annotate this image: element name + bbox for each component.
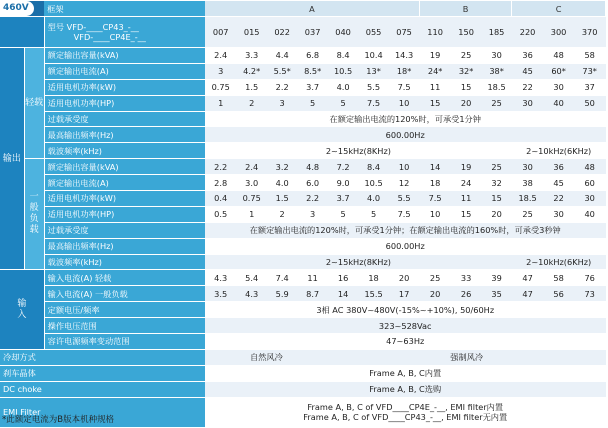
value-cell: 24 — [451, 175, 481, 191]
row-label: 冷却方式 — [0, 349, 205, 365]
row-label: 适用电机功率(HP) — [44, 95, 205, 111]
value-cell: 25 — [512, 206, 544, 222]
value-cell: 16 — [328, 270, 358, 286]
value-cell: 39 — [481, 270, 511, 286]
value-cell: 19 — [419, 48, 451, 64]
value-cell: 2.2 — [267, 79, 297, 95]
value-cell: 强制风冷 — [328, 349, 606, 365]
row-label: 额定输出电流(A) — [44, 63, 205, 79]
value-cell: 48 — [574, 159, 606, 175]
value-cell: 5 — [358, 206, 388, 222]
row-label: 额定输出容量(kVA) — [44, 159, 205, 175]
model-cell: 150 — [451, 17, 481, 48]
value-cell: 8.4 — [328, 48, 358, 64]
value-cell: 48 — [543, 48, 573, 64]
value-cell: 3.7 — [297, 79, 327, 95]
frame-group-c: C — [512, 1, 606, 17]
value-cell: 18.5 — [512, 191, 544, 207]
value-cell: 9.0 — [328, 175, 358, 191]
value-cell: 3 — [205, 63, 237, 79]
light-duty-group — [24, 48, 44, 159]
value-cell: 5.5 — [358, 79, 388, 95]
model-cell: 370 — [574, 17, 606, 48]
value-cell: Frame A, B, C内置 — [205, 365, 606, 381]
model-label-line2: VFD-____CP4E_-__ — [73, 32, 146, 42]
value-cell: 1.5 — [267, 191, 297, 207]
emi-line1: Frame A, B, C of VFD____CP4E_-__, EMI filter内置 — [307, 402, 504, 413]
value-cell: 3.5 — [205, 286, 237, 302]
value-cell: 58 — [543, 270, 573, 286]
value-cell: 7.2 — [328, 159, 358, 175]
row-label: 最高输出频率(Hz) — [44, 127, 205, 143]
model-cell: 022 — [267, 17, 297, 48]
model-cell: 040 — [328, 17, 358, 48]
value-cell: 20 — [451, 95, 481, 111]
emi-value-cell — [205, 397, 606, 427]
value-cell: 2~15kHz(8KHz) — [205, 254, 512, 270]
value-cell: 38* — [481, 63, 511, 79]
value-cell: 0.4 — [205, 191, 237, 207]
value-cell: 1 — [205, 95, 237, 111]
value-cell: 11 — [451, 191, 481, 207]
value-cell: 10.5 — [328, 63, 358, 79]
value-cell: 47 — [512, 270, 544, 286]
value-cell: 37 — [574, 79, 606, 95]
value-cell: 4.0 — [358, 191, 388, 207]
value-cell: 40 — [543, 95, 573, 111]
value-cell: 15 — [419, 95, 451, 111]
value-cell: 50 — [574, 95, 606, 111]
value-cell: 在额定输出电流的120%时，可承受1分钟 — [205, 111, 606, 127]
value-cell: 36 — [512, 48, 544, 64]
value-cell: 38 — [512, 175, 544, 191]
emi-line2: Frame A, B, C of VFD____CP43_-__, EMI filter无内置 — [303, 412, 508, 423]
model-cell: 007 — [205, 17, 237, 48]
value-cell: 45 — [543, 175, 573, 191]
value-cell: 2.2 — [297, 191, 327, 207]
row-label: 定额电压/频率 — [44, 302, 205, 318]
value-cell: 20 — [389, 270, 420, 286]
value-cell: 5 — [328, 206, 358, 222]
value-cell: 12 — [389, 175, 420, 191]
model-label — [44, 17, 205, 48]
value-cell: 60 — [574, 175, 606, 191]
value-cell: Frame A, B, C选购 — [205, 381, 606, 397]
row-label: 载波频率(kHz) — [44, 143, 205, 159]
row-label: 适用电机功率(HP) — [44, 206, 205, 222]
row-label: 输入电流(A) 轻载 — [44, 270, 205, 286]
value-cell: 600.00Hz — [205, 127, 606, 143]
value-cell: 7.5 — [389, 79, 420, 95]
row-label: 刹车晶体 — [0, 365, 205, 381]
model-cell: 220 — [512, 17, 544, 48]
row-label: 操作电压范围 — [44, 318, 205, 334]
value-cell: 14 — [328, 286, 358, 302]
value-cell: 7.5 — [358, 95, 388, 111]
value-cell: 5.4 — [236, 270, 266, 286]
value-cell: 10.4 — [358, 48, 388, 64]
value-cell: 25 — [481, 95, 511, 111]
value-cell: 11 — [297, 270, 327, 286]
value-cell: 自然风冷 — [205, 349, 328, 365]
value-cell: 45 — [512, 63, 544, 79]
value-cell: 73 — [574, 286, 606, 302]
light-duty-label: 轻载 — [25, 98, 44, 109]
row-label: 适用电机功率(kW) — [44, 79, 205, 95]
normal-duty-group — [24, 159, 44, 270]
value-cell: 8.4 — [358, 159, 388, 175]
value-cell: 在额定输出电流的120%时，可承受1分钟；在额定输出电流的160%时，可承受3秒钟 — [205, 222, 606, 238]
value-cell: 4.0 — [267, 175, 297, 191]
value-cell: 6.8 — [297, 48, 327, 64]
row-label: 载波频率(kHz) — [44, 254, 205, 270]
value-cell: 323~528Vac — [205, 318, 606, 334]
value-cell: 19 — [451, 159, 481, 175]
value-cell: 7.5 — [389, 206, 420, 222]
value-cell: 56 — [543, 286, 573, 302]
value-cell: 2.4 — [205, 48, 237, 64]
value-cell: 18.5 — [481, 79, 511, 95]
value-cell: 22 — [543, 191, 573, 207]
value-cell: 25 — [419, 270, 451, 286]
value-cell: 14.3 — [389, 48, 420, 64]
voltage-badge-cell — [0, 1, 44, 17]
value-cell: 5 — [297, 95, 327, 111]
value-cell: 2.4 — [236, 159, 266, 175]
value-cell: 14 — [419, 159, 451, 175]
value-cell: 2 — [267, 206, 297, 222]
value-cell: 2 — [236, 95, 266, 111]
value-cell: 20 — [419, 286, 451, 302]
value-cell: 13* — [358, 63, 388, 79]
row-label: 过载承受度 — [44, 222, 205, 238]
value-cell: 30 — [512, 95, 544, 111]
value-cell: 30 — [543, 79, 573, 95]
value-cell: 3.2 — [267, 159, 297, 175]
value-cell: 4.2* — [236, 63, 266, 79]
value-cell: 8.7 — [297, 286, 327, 302]
value-cell: 25 — [481, 159, 511, 175]
value-cell: 24* — [419, 63, 451, 79]
row-label: EMI Filter — [0, 397, 205, 427]
value-cell: 17 — [389, 286, 420, 302]
normal-duty-label: 一般负载 — [29, 192, 39, 236]
value-cell: 76 — [574, 270, 606, 286]
model-cell: 015 — [236, 17, 266, 48]
model-cell: 300 — [543, 17, 573, 48]
frame-group-b: B — [419, 1, 511, 17]
value-cell: 18* — [389, 63, 420, 79]
row-label: 容许电源频率变动范围 — [44, 334, 205, 350]
row-label: 过载承受度 — [44, 111, 205, 127]
value-cell: 8.5* — [297, 63, 327, 79]
value-cell: 20 — [481, 206, 511, 222]
value-cell: 3 — [267, 95, 297, 111]
value-cell: 30 — [543, 206, 573, 222]
value-cell: 5.5 — [389, 191, 420, 207]
value-cell: 33 — [451, 270, 481, 286]
value-cell: 10 — [389, 159, 420, 175]
output-group-label — [0, 48, 24, 270]
value-cell: 3.0 — [236, 175, 266, 191]
model-cell: 075 — [389, 17, 420, 48]
value-cell: 30 — [512, 159, 544, 175]
value-cell: 15 — [451, 79, 481, 95]
value-cell: 2~10kHz(6KHz) — [512, 254, 606, 270]
footnote: *此额定电流为B版本机种规格 — [2, 415, 115, 425]
value-cell: 4.4 — [267, 48, 297, 64]
value-cell: 30 — [481, 48, 511, 64]
row-label: 额定输出容量(kVA) — [44, 48, 205, 64]
output-label: 输出 — [2, 153, 21, 164]
value-cell: 3.7 — [328, 191, 358, 207]
value-cell: 30 — [574, 191, 606, 207]
value-cell: 5.5* — [267, 63, 297, 79]
value-cell: 32 — [481, 175, 511, 191]
model-label-line1: 型号 VFD-____CP43_-__ — [47, 22, 139, 32]
value-cell: 4.3 — [236, 286, 266, 302]
value-cell: 10.5 — [358, 175, 388, 191]
frame-group-a: A — [205, 1, 419, 17]
model-cell: 037 — [297, 17, 327, 48]
model-spacer — [0, 17, 44, 48]
value-cell: 10 — [389, 95, 420, 111]
value-cell: 22 — [512, 79, 544, 95]
value-cell: 0.5 — [205, 206, 237, 222]
value-cell: 6.0 — [297, 175, 327, 191]
value-cell: 25 — [451, 48, 481, 64]
model-cell: 055 — [358, 17, 388, 48]
row-label: 适用电机功率(kW) — [44, 191, 205, 207]
row-label: 额定输出电流(A) — [44, 175, 205, 191]
model-cell: 110 — [419, 17, 451, 48]
value-cell: 10 — [419, 206, 451, 222]
value-cell: 3 — [297, 206, 327, 222]
value-cell: 0.75 — [205, 79, 237, 95]
value-cell: 4.8 — [297, 159, 327, 175]
value-cell: 60* — [543, 63, 573, 79]
value-cell: 3.3 — [236, 48, 266, 64]
value-cell: 7.4 — [267, 270, 297, 286]
value-cell: 600.00Hz — [205, 238, 606, 254]
row-label: 最高输出频率(Hz) — [44, 238, 205, 254]
value-cell: 40 — [574, 206, 606, 222]
frame-label: 框架 — [44, 1, 205, 17]
row-label: 输入电流(A) 一般负载 — [44, 286, 205, 302]
value-cell: 1 — [236, 206, 266, 222]
value-cell: 73* — [574, 63, 606, 79]
row-label: DC choke — [0, 381, 205, 397]
value-cell: 15.5 — [358, 286, 388, 302]
value-cell: 47 — [512, 286, 544, 302]
value-cell: 35 — [481, 286, 511, 302]
value-cell: 15 — [451, 206, 481, 222]
value-cell: 26 — [451, 286, 481, 302]
voltage-badge: 460V — [0, 1, 34, 16]
value-cell: 5.9 — [267, 286, 297, 302]
value-cell: 0.75 — [236, 191, 266, 207]
value-cell: 5 — [328, 95, 358, 111]
value-cell: 4.3 — [205, 270, 237, 286]
value-cell: 2.2 — [205, 159, 237, 175]
model-cell: 185 — [481, 17, 511, 48]
value-cell: 11 — [419, 79, 451, 95]
input-group-label — [0, 270, 44, 349]
value-cell: 2~15kHz(8KHz) — [205, 143, 512, 159]
value-cell: 32* — [451, 63, 481, 79]
value-cell: 2.8 — [205, 175, 237, 191]
value-cell: 18 — [358, 270, 388, 286]
value-cell: 15 — [481, 191, 511, 207]
value-cell: 3相 AC 380V~480V(-15%~+10%), 50/60Hz — [205, 302, 606, 318]
value-cell: 1.5 — [236, 79, 266, 95]
value-cell: 4.0 — [328, 79, 358, 95]
value-cell: 2~10kHz(6KHz) — [512, 143, 606, 159]
value-cell: 18 — [419, 175, 451, 191]
value-cell: 47~63Hz — [205, 334, 606, 350]
value-cell: 36 — [543, 159, 573, 175]
input-label: 输入 — [17, 298, 27, 320]
value-cell: 58 — [574, 48, 606, 64]
value-cell: 7.5 — [419, 191, 451, 207]
